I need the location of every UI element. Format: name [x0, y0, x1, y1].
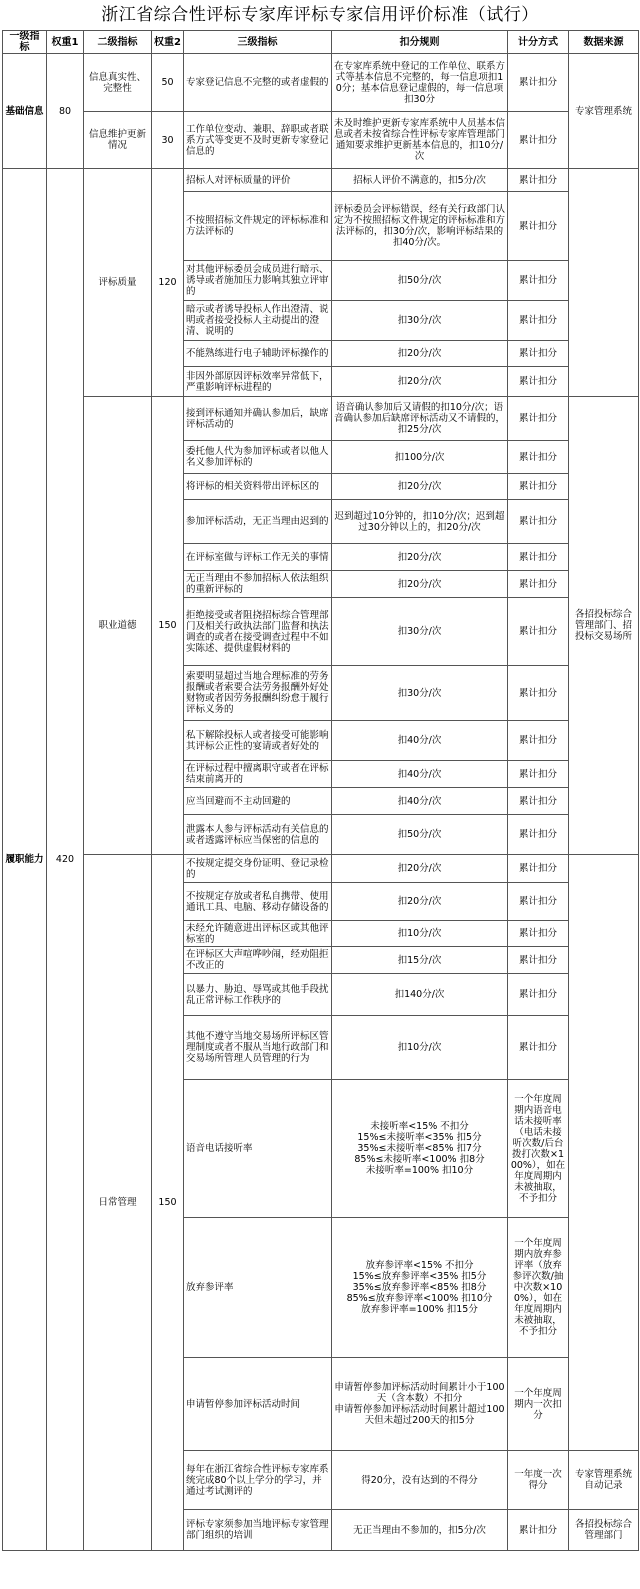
category-weight-cell: 80: [47, 54, 84, 169]
rule-cell: 扣50分/次: [332, 815, 508, 855]
item-cell: 招标人对评标质量的评价: [184, 169, 332, 192]
table-row: [3, 169, 639, 192]
rule-cell: 语音确认参加后又请假的扣10分/次；语音确认参加后缺席评标活动又不请假的，扣25分/次: [332, 397, 508, 441]
source-cell: 各招投标综合管理部门、招投标交易场所: [569, 397, 639, 855]
group-cell: 信息真实性、完整性: [84, 54, 152, 112]
method-cell: 一年度一次得分: [508, 1451, 569, 1510]
item-cell: 在评标区大声喧哗吵闹，经劝阻拒不改正的: [184, 947, 332, 974]
group-weight-cell: 150: [152, 855, 184, 1551]
method-cell: 累计扣分: [508, 666, 569, 721]
rule-cell: 扣10分/次: [332, 1016, 508, 1080]
method-cell: 累计扣分: [508, 474, 569, 500]
item-cell: 不按照招标文件规定的评标标准和方法评标的: [184, 192, 332, 261]
item-cell: 不按规定存放或者私自携带、使用通讯工具、电脑、移动存储设备的: [184, 883, 332, 921]
method-cell: 一个年度周期内语音电话未接听率（电话未接听次数/后台拨打次数×100%），如在年度周期内未被抽取，不予扣分: [508, 1080, 569, 1218]
rule-cell: 扣20分/次: [332, 571, 508, 598]
method-cell: 累计扣分: [508, 112, 569, 169]
item-cell: 接到评标通知并确认参加后，缺席评标活动的: [184, 397, 332, 441]
col-header-level1: 一级指标: [3, 31, 47, 54]
rule-cell: 扣40分/次: [332, 761, 508, 788]
rule-cell: 评标委员会评标错误，经有关行政部门认定为不按照招标文件规定的评标标准和方法评标的，扣30分/次，影响评标结果的扣40分/次。: [332, 192, 508, 261]
source-cell: 专家管理系统自动记录: [569, 1451, 639, 1510]
item-cell: 泄露本人参与评标活动有关信息的或者透露评标应当保密的信息的: [184, 815, 332, 855]
table-row: [3, 54, 639, 112]
col-header-rule: 扣分规则: [332, 31, 508, 54]
rule-cell: 放弃参评率<15% 不扣分 15%≤放弃参评率<35% 扣5分 35%≤放弃参评率<85% 扣8分 85%≤放弃参评率<100% 扣10分 放弃参评率=100% 扣15分: [332, 1218, 508, 1358]
rule-cell: 招标人评价不满意的，扣5分/次: [332, 169, 508, 192]
group-cell: 评标质量: [84, 169, 152, 397]
source-cell-empty: [569, 855, 639, 1451]
item-cell: 应当回避而不主动回避的: [184, 788, 332, 815]
item-cell: 不能熟练进行电子辅助评标操作的: [184, 341, 332, 367]
category-weight-cell: 420: [47, 169, 84, 1551]
header-row: [3, 31, 639, 54]
method-cell: 累计扣分: [508, 815, 569, 855]
rule-cell: 扣140分/次: [332, 974, 508, 1016]
method-cell: 累计扣分: [508, 921, 569, 947]
table-row: [3, 397, 639, 441]
group-weight-cell: 120: [152, 169, 184, 397]
item-cell: 将评标的相关资料带出评标区的: [184, 474, 332, 500]
method-cell: 累计扣分: [508, 544, 569, 571]
rule-cell: 得20分，没有达到的不得分: [332, 1451, 508, 1510]
rule-cell: 在专家库系统中登记的工作单位、联系方式等基本信息不完整的，每一信息项扣10分；基本信息登记虚假的，每一信息项扣30分: [332, 54, 508, 112]
rule-cell: 扣10分/次: [332, 921, 508, 947]
method-cell: 累计扣分: [508, 721, 569, 761]
group-weight-cell: 150: [152, 397, 184, 855]
method-cell: 累计扣分: [508, 598, 569, 666]
method-cell: 累计扣分: [508, 367, 569, 397]
document-title: 浙江省综合性评标专家库评标专家信用评价标准（试行）: [101, 5, 539, 25]
method-cell: 累计扣分: [508, 54, 569, 112]
item-cell: 参加评标活动，无正当理由迟到的: [184, 500, 332, 544]
item-cell: 专家登记信息不完整的或者虚假的: [184, 54, 332, 112]
group-cell: 信息维护更新情况: [84, 112, 152, 169]
rule-cell: 未接听率<15% 不扣分 15%≤未接听率<35% 扣5分 35%≤未接听率<85% 扣7分 85%≤未接听率<100% 扣8分 未接听率=100% 扣10分: [332, 1080, 508, 1218]
rule-cell: 扣100分/次: [332, 441, 508, 474]
rule-cell: 迟到超过10分钟的，扣10分/次；迟到超过30分钟以上的，扣20分/次: [332, 500, 508, 544]
category-cell: 基础信息: [3, 54, 47, 169]
item-cell: 委托他人代为参加评标或者以他人名义参加评标的: [184, 441, 332, 474]
item-cell: 私下解除投标人或者接受可能影响其评标公正性的宴请或者好处的: [184, 721, 332, 761]
item-cell: 放弃参评率: [184, 1218, 332, 1358]
item-cell: 在评标过程中擅离职守或者在评标结束前离开的: [184, 761, 332, 788]
rule-cell: 未及时维护更新专家库系统中人员基本信息或者未按省综合性评标专家库管理部门通知要求维护更新基本信息的，扣10分/次: [332, 112, 508, 169]
item-cell: 工作单位变动、兼职、辞职或者联系方式等变更不及时更新专家登记信息的: [184, 112, 332, 169]
rule-cell: 扣20分/次: [332, 544, 508, 571]
rule-cell: 扣20分/次: [332, 367, 508, 397]
category-cell: 履职能力: [3, 169, 47, 1551]
method-cell: 累计扣分: [508, 1016, 569, 1080]
item-cell: 拒绝接受或者阻挠招标综合管理部门及相关行政执法部门监督和执法调查的或者在接受调查过程中不如实陈述、提供虚假材料的: [184, 598, 332, 666]
evaluation-table: [2, 30, 639, 1551]
item-cell: 每年在浙江省综合性评标专家库系统完成80个以上学分的学习，并通过考试测评的: [184, 1451, 332, 1510]
source-cell: 各招投标综合管理部门: [569, 1510, 639, 1551]
method-cell: 累计扣分: [508, 192, 569, 261]
method-cell: 累计扣分: [508, 788, 569, 815]
method-cell: 累计扣分: [508, 571, 569, 598]
item-cell: 以暴力、胁迫、辱骂或其他手段扰乱正常评标工作秩序的: [184, 974, 332, 1016]
rule-cell: 扣30分/次: [332, 598, 508, 666]
item-cell: 申请暂停参加评标活动时间: [184, 1358, 332, 1451]
col-header-weight2: 权重2: [152, 31, 184, 54]
rule-cell: 无正当理由不参加的，扣5分/次: [332, 1510, 508, 1551]
rule-cell: 扣20分/次: [332, 474, 508, 500]
item-cell: 非因外部原因评标效率异常低下，严重影响评标进程的: [184, 367, 332, 397]
method-cell: 累计扣分: [508, 761, 569, 788]
rule-cell: 扣30分/次: [332, 301, 508, 341]
method-cell: 累计扣分: [508, 169, 569, 192]
item-cell: 其他不遵守当地交易场所评标区管理制度或者不服从当地行政部门和交易场所管理人员管理的行为: [184, 1016, 332, 1080]
item-cell: 索要明显超过当地合理标准的劳务报酬或者索要合法劳务报酬外好处财物或者因劳务报酬纠纷怠于履行评标义务的: [184, 666, 332, 721]
method-cell: 一个年度周期内放弃参评率（放弃参评次数/抽中次数×100%），如在年度周期内未被抽取，不予扣分: [508, 1218, 569, 1358]
rule-cell: 扣20分/次: [332, 883, 508, 921]
col-header-level3: 三级指标: [184, 31, 332, 54]
rule-cell: 扣50分/次: [332, 261, 508, 301]
group-cell: 日常管理: [84, 855, 152, 1551]
method-cell: 累计扣分: [508, 883, 569, 921]
method-cell: 一个年度周期内一次扣分: [508, 1358, 569, 1451]
col-header-method: 计分方式: [508, 31, 569, 54]
method-cell: 累计扣分: [508, 974, 569, 1016]
item-cell: 暗示或者诱导投标人作出澄清、说明或者接受投标人主动提出的澄清、说明的: [184, 301, 332, 341]
table-row: [3, 112, 639, 169]
item-cell: 语音电话接听率: [184, 1080, 332, 1218]
col-header-weight1: 权重1: [47, 31, 84, 54]
method-cell: 累计扣分: [508, 947, 569, 974]
method-cell: 累计扣分: [508, 855, 569, 883]
col-header-level2: 二级指标: [84, 31, 152, 54]
item-cell: 未经允许随意进出评标区或其他评标室的: [184, 921, 332, 947]
item-cell: 不按规定提交身份证明、登记录检的: [184, 855, 332, 883]
rule-cell: 扣40分/次: [332, 788, 508, 815]
source-cell: 专家管理系统: [569, 54, 639, 169]
rule-cell: 扣20分/次: [332, 855, 508, 883]
rule-cell: 扣40分/次: [332, 721, 508, 761]
method-cell: 累计扣分: [508, 441, 569, 474]
item-cell: 在评标室做与评标工作无关的事情: [184, 544, 332, 571]
rule-cell: 扣20分/次: [332, 341, 508, 367]
source-cell-empty: [569, 169, 639, 397]
method-cell: 累计扣分: [508, 500, 569, 544]
item-cell: 评标专家须参加当地评标专家管理部门组织的培训: [184, 1510, 332, 1551]
item-cell: 无正当理由不参加招标人依法组织的重新评标的: [184, 571, 332, 598]
rule-cell: 申请暂停参加评标活动时间累计小于100天（含本数）不扣分 申请暂停参加评标活动时间累计超过100天但未超过200天的扣5分: [332, 1358, 508, 1451]
group-cell: 职业道德: [84, 397, 152, 855]
rule-cell: 扣30分/次: [332, 666, 508, 721]
item-cell: 对其他评标委员会成员进行暗示、诱导或者施加压力影响其独立评审的: [184, 261, 332, 301]
group-weight-cell: 30: [152, 112, 184, 169]
col-header-source: 数据来源: [569, 31, 639, 54]
method-cell: 累计扣分: [508, 261, 569, 301]
rule-cell: 扣15分/次: [332, 947, 508, 974]
method-cell: 累计扣分: [508, 301, 569, 341]
table-row: [3, 855, 639, 883]
method-cell: 累计扣分: [508, 341, 569, 367]
group-weight-cell: 50: [152, 54, 184, 112]
method-cell: 累计扣分: [508, 397, 569, 441]
method-cell: 累计扣分: [508, 1510, 569, 1551]
